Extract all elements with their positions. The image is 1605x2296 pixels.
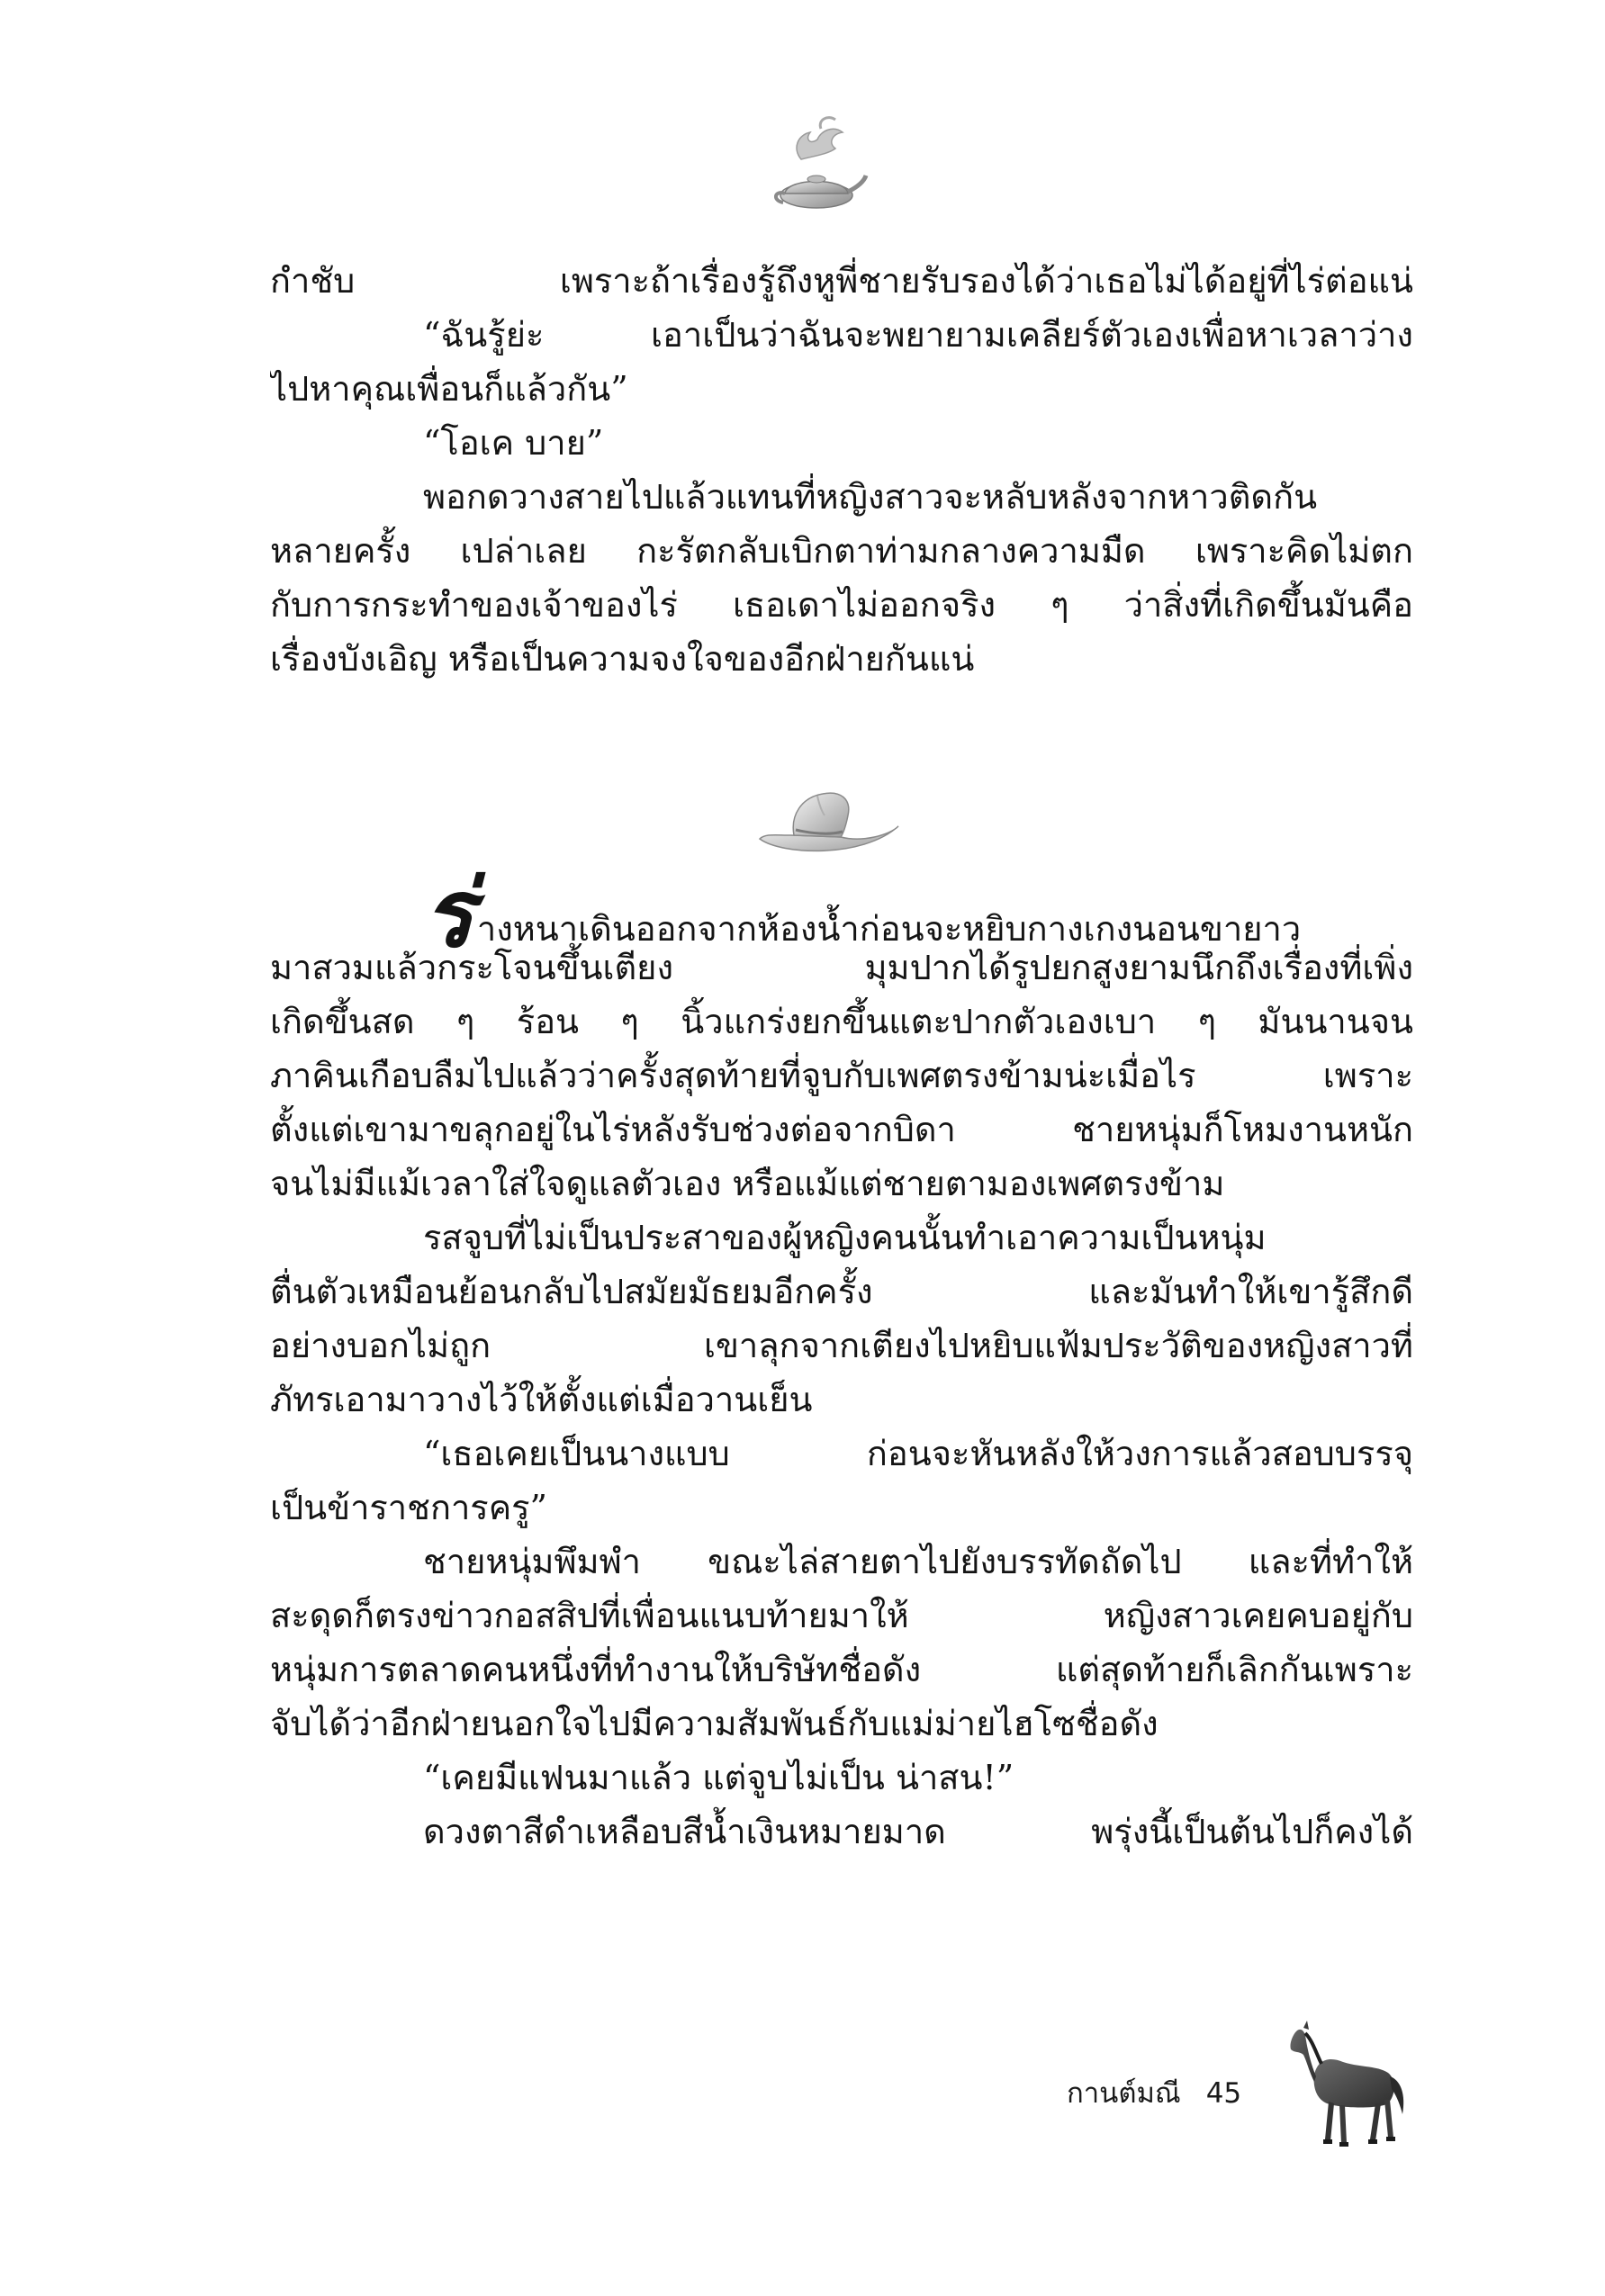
text-line: “โอเค บาย” [423,423,604,463]
horse-icon [1287,2021,1409,2151]
text-line: เป็นข้าราชการครู” [270,1488,547,1527]
text-line: อย่างบอกไม่ถูก เขาลุกจากเตียงไปหยิบแฟ้มประวัติของหญิงสาวที่ [270,1326,1413,1365]
page-number: 45 [1205,2077,1242,2110]
text-line: มาสวมแล้วกระโจนขึ้นเตียง มุมปากได้รูปยกสูงยามนึกถึงเรื่องที่เพิ่ง [270,948,1413,987]
text-line: จนไม่มีแม้เวลาใส่ใจดูแลตัวเอง หรือแม้แต่ชายตามองเพศตรงข้าม [270,1164,1225,1203]
cowboy-hat-icon [754,783,903,869]
text-line: ชายหนุ่มพึมพำ ขณะไล่สายตาไปยังบรรทัดถัดไป และที่ทำให้ [423,1542,1413,1581]
section-one-text [270,254,1413,686]
teapot-lamp-icon [765,113,869,221]
text-line: สะดุดก็ตรงข่าวกอสสิปที่เพื่อนแนบท้ายมาให้ หญิงสาวเคยคบอยู่กับ [270,1596,1413,1635]
text-line: กับการกระทำของเจ้าของไร่ เธอเดาไม่ออกจริง ๆ ว่าสิ่งที่เกิดขึ้นมันคือ [270,585,1413,625]
text-line: หนุ่มการตลาดคนหนึ่งที่ทำงานให้บริษัทชื่อดัง แต่สุดท้ายก็เลิกกันเพราะ [270,1650,1413,1689]
text-line: เรื่องบังเอิญ หรือเป็นความจงใจของอีกฝ่ายกันแน่ [270,639,975,679]
text-line: “ฉันรู้ย่ะ เอาเป็นว่าฉันจะพยายามเคลียร์ตัวเองเพื่อหาเวลาว่าง [423,315,1413,355]
dropcap-letter: ร่ [423,859,473,968]
page-footer [1067,2070,1241,2115]
text-line: ตั้งแต่เขามาขลุกอยู่ในไร่หลังรับช่วงต่อจากบิดา ชายหนุ่มก็โหมงานหนัก [270,1110,1413,1149]
section-two-text [270,859,1413,1859]
text-line: างหนาเดินออกจากห้องน้ำก่อนจะหยิบกางเกงนอนขายาว [476,909,1302,949]
text-line: ตื่นตัวเหมือนย้อนกลับไปสมัยมัธยมอีกครั้ง และมันทำให้เขารู้สึกดี [270,1272,1413,1311]
text-line: หลายครั้ง เปล่าเลย กะรัตกลับเบิกตาท่ามกลางความมืด เพราะคิดไม่ตก [270,531,1413,571]
text-line: ภัทรเอามาวางไว้ให้ตั้งแต่เมื่อวานเย็น [270,1380,813,1419]
text-line: รสจูบที่ไม่เป็นประสาของผู้หญิงคนนั้นทำเอาความเป็นหนุ่ม [423,1218,1267,1257]
text-line: “เธอเคยเป็นนางแบบ ก่อนจะหันหลังให้วงการแล้วสอบบรรจุ [423,1434,1413,1473]
text-line: ภาคินเกือบลืมไปแล้วว่าครั้งสุดท้ายที่จูบกับเพศตรงข้ามน่ะเมื่อไร เพราะ [270,1056,1413,1095]
text-line: ไปหาคุณเพื่อนก็แล้วกัน” [270,369,628,409]
text-line: ดวงตาสีดำเหลือบสีน้ำเงินหมายมาด พรุ่งนี้เป็นต้นไปก็คงได้ [423,1812,1413,1851]
text-line: “เคยมีแฟนมาแล้ว แต่จูบไม่เป็น น่าสน!” [423,1758,1014,1797]
text-line: พอกดวางสายไปแล้วแทนที่หญิงสาวจะหลับหลังจากหาวติดกัน [423,477,1318,517]
text-line: กำชับ เพราะถ้าเรื่องรู้ถึงหูพี่ชายรับรองได้ว่าเธอไม่ได้อยู่ที่ไร่ต่อแน่ [270,261,1413,301]
book-title: กานต์มณี [1067,2077,1181,2110]
text-line: จับได้ว่าอีกฝ่ายนอกใจไปมีความสัมพันธ์กับแม่ม่ายไฮโซชื่อดัง [270,1704,1159,1743]
text-line: เกิดขึ้นสด ๆ ร้อน ๆ นิ้วแกร่งยกขึ้นแตะปากตัวเองเบา ๆ มันนานจน [270,1002,1413,1041]
